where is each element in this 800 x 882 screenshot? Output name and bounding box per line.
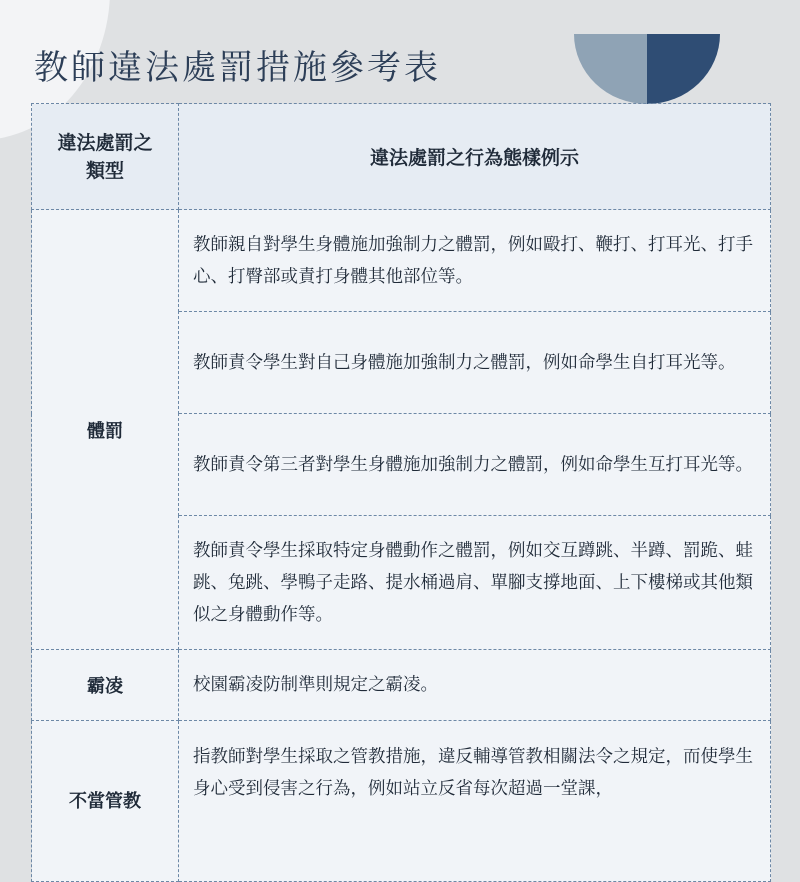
type-cell-bullying: 霸凌 [32, 650, 179, 721]
page-title: 教師違法處罰措施參考表 [34, 48, 441, 88]
example-cell: 教師親自對學生身體施加強制力之體罰，例如毆打、鞭打、打耳光、打手心、打臀部或責打身體其他部位等。 [179, 210, 771, 312]
decorative-half-dark [647, 34, 720, 104]
example-cell: 指教師對學生採取之管教措施，違反輔導管教相關法令之規定，而使學生身心受到侵害之行為，例如站立反省每次超過一堂課， [179, 721, 771, 882]
type-cell-corporal: 體罰 [32, 210, 179, 650]
header-type: 違法處罰之類型 [32, 104, 179, 210]
example-cell: 教師責令學生對自己身體施加強制力之體罰，例如命學生自打耳光等。 [179, 312, 771, 414]
table-row [32, 650, 771, 721]
table-row [32, 210, 771, 312]
example-cell: 教師責令學生採取特定身體動作之體罰，例如交互蹲跳、半蹲、罰跪、蛙跳、兔跳、學鴨子走路、提水桶過肩、單腳支撐地面、上下樓梯或其他類似之身體動作等。 [179, 516, 771, 650]
table-row [32, 721, 771, 882]
decorative-half-circle [574, 34, 720, 104]
example-cell: 校園霸凌防制準則規定之霸凌。 [179, 650, 771, 721]
type-cell-improper-discipline: 不當管教 [32, 721, 179, 882]
decorative-half-light [574, 34, 647, 104]
header-examples: 違法處罰之行為態樣例示 [179, 104, 771, 210]
reference-table [31, 103, 770, 882]
example-cell: 教師責令第三者對學生身體施加強制力之體罰，例如命學生互打耳光等。 [179, 414, 771, 516]
table-header-row [32, 104, 771, 210]
